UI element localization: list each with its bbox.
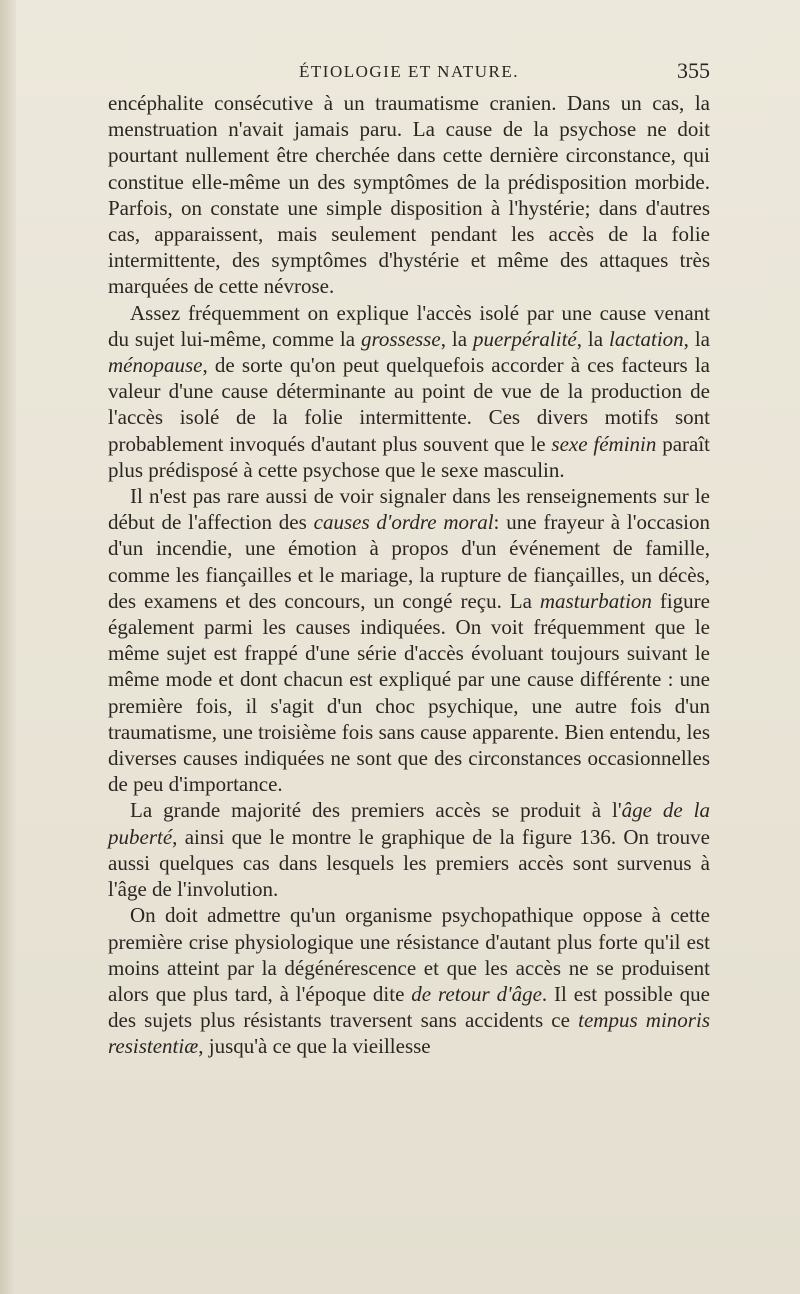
- italic-term: de retour d'âge: [411, 981, 542, 1006]
- text-run: , ainsi que le montre le graphique de la figure 136. On trouve aussi quelques cas dans lesquels les premiers accès sont survenus à l'âge de l'involution.: [108, 824, 710, 902]
- text-run: , jusqu'à ce que la vieillesse: [198, 1034, 431, 1059]
- page-number: 355: [677, 58, 710, 83]
- text-run: On doit admettre qu'un organisme psychopathique oppose à cette première crise physiologique une résistance d'autant plus forte qu'il est moins atteint par la dégénérescence et que les accès ne se produisent alors que plus tard, à l'époque dite: [108, 903, 710, 1006]
- italic-term: âge de la puberté: [108, 798, 710, 849]
- running-title: ÉTIOLOGIE ET NATURE.: [299, 62, 519, 81]
- text-run: , la: [683, 326, 710, 351]
- text-run: figure également parmi les causes indiquées. On voit fréquemment que le même sujet est frappé d'une série d'accès évoluant toujours suivant le même mode et dont chacun est expliqué par une cause différente : une première fois, il s'agit d'un choc psychique, une autre fois d'un traumatisme, une troisième fois sans cause apparente. Bien entendu, les diverses causes indiquées ne sont que des circonstances occasionnelles de peu d'importance.: [108, 588, 710, 797]
- text-run: . Il est possible que des sujets plus résistants traversent sans accidents ce: [108, 981, 711, 1033]
- italic-term: lactation: [609, 326, 684, 351]
- italic-term: tempus minoris resistentiæ: [108, 1008, 710, 1059]
- italic-term: sexe féminin: [551, 431, 657, 456]
- text-run: La grande majorité des premiers accès se produit à l': [130, 798, 622, 823]
- text-run: , de sorte qu'on peut quelquefois accorder à ces facteurs la valeur d'une cause déterminante au point de vue de la production de l'accès isolé de la folie intermittente. Ces divers motifs sont probablement invoqués d'autant plus souvent que le: [108, 353, 710, 456]
- text-run: Il n'est pas rare aussi de voir signaler dans les renseignements sur le début de l'affection des: [108, 484, 710, 535]
- italic-term: causes d'ordre moral: [313, 510, 494, 535]
- text-run: paraît plus prédisposé à cette psychose que le sexe masculin.: [108, 431, 710, 482]
- text-run: , la: [576, 326, 609, 351]
- paragraph-p4: [108, 797, 710, 902]
- italic-term: ménopause: [108, 353, 203, 378]
- text-run: : une frayeur à l'occasion d'un incendie, une émotion à propos d'un événement de famille, comme les fiançailles et le mariage, la rupture de fiançailles, un décès, des examens et des concours, un congé reçu. La: [108, 510, 711, 613]
- page-header: [108, 58, 710, 86]
- italic-term: masturbation: [539, 588, 652, 613]
- text-run: Assez fréquemment on explique l'accès isolé par une cause venant du sujet lui-même, comme la: [108, 300, 710, 351]
- paragraph-p2: [108, 300, 710, 483]
- page-gutter: [0, 0, 16, 1294]
- italic-term: grossesse: [360, 326, 441, 351]
- paragraph-p1: [108, 90, 710, 300]
- text-run: encéphalite consécutive à un traumatisme cranien. Dans un cas, la menstruation n'avait jamais paru. La cause de la psychose ne doit pourtant nullement être cherchée dans cette dernière circonstance, qui constitue elle-même un des symptômes de la prédisposition morbide. Parfois, on constate une simple disposition à l'hystérie; dans d'autres cas, apparaissent, mais seulement pendant les accès de la folie intermittente, des symptômes d'hystérie et même des attaques très marquées de cette névrose.: [108, 91, 710, 299]
- paragraph-p5: [108, 902, 710, 1059]
- paragraph-p3: [108, 483, 710, 797]
- text-run: , la: [440, 326, 473, 351]
- italic-term: puerpéralité: [472, 326, 577, 351]
- body-text: [108, 90, 710, 1060]
